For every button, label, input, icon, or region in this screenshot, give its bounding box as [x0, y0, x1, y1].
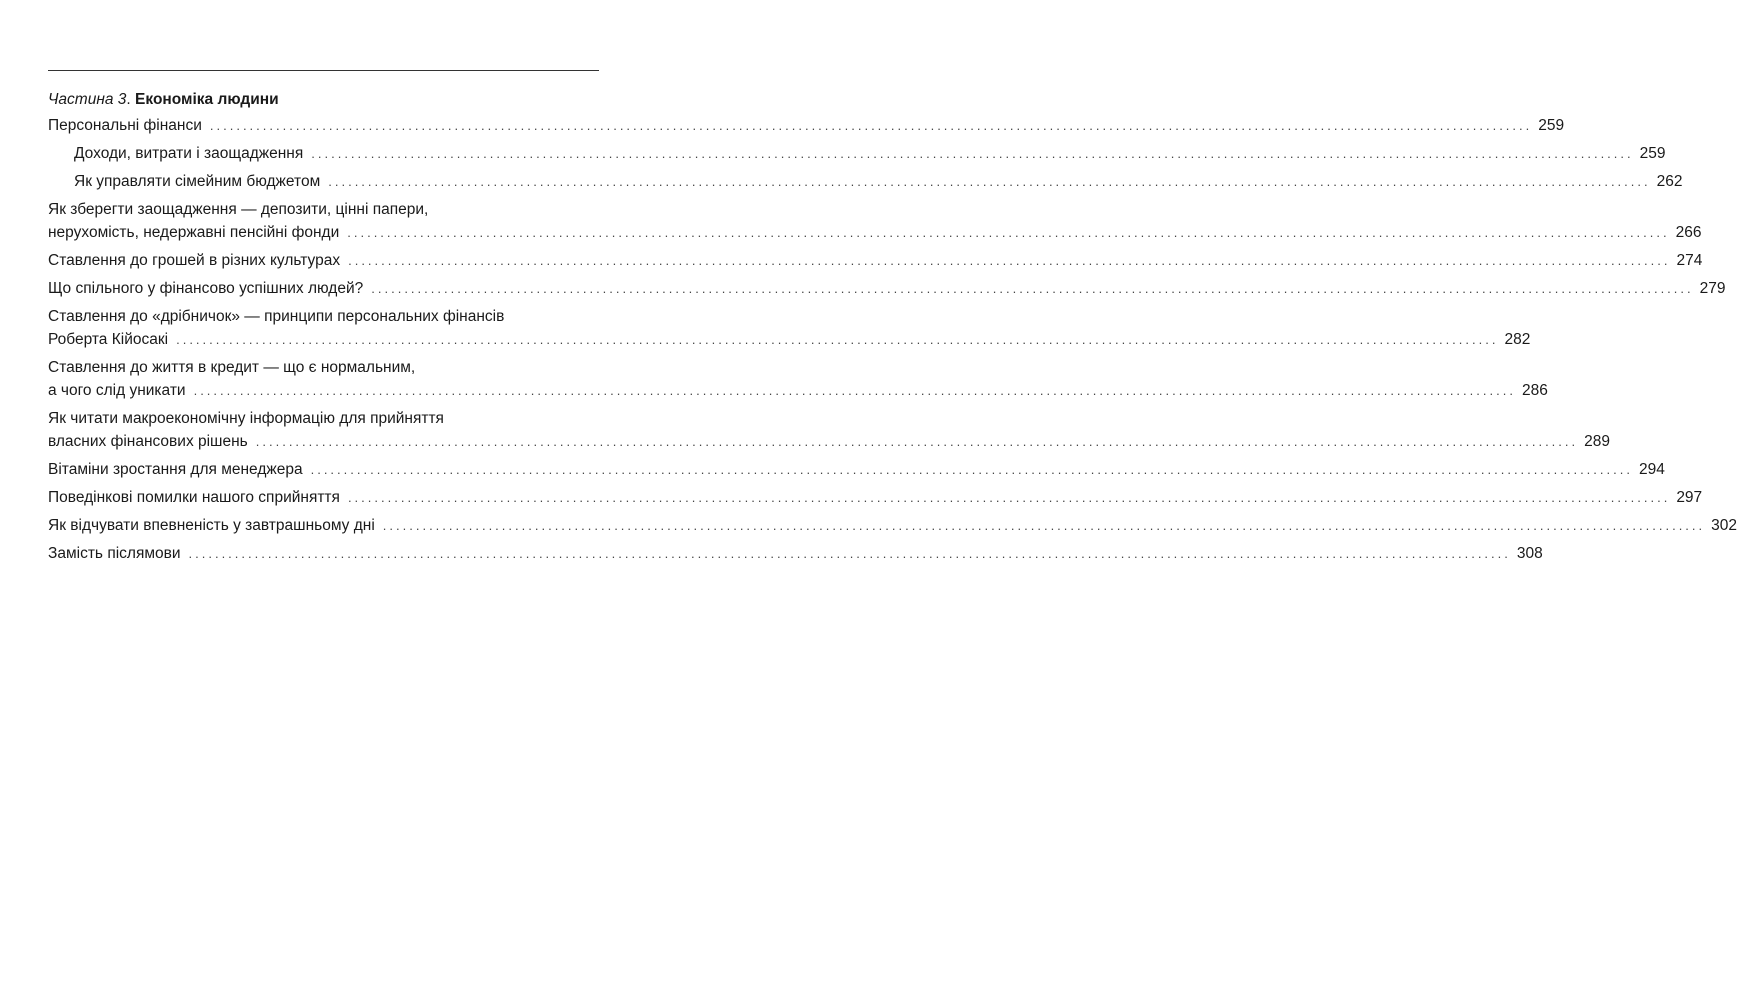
- dot-leader: ........................................................................................................................................................................................................: [371, 281, 1694, 296]
- part-separator: .: [126, 91, 136, 108]
- toc-entry-title-line: Ставлення до життя в кредит — що є нормальним,: [48, 359, 416, 376]
- toc-entry-title-line: Вітаміни зростання для менеджера: [48, 461, 303, 478]
- toc-entry: [48, 198, 1702, 244]
- toc-entry-title-line: Поведінкові помилки нашого сприйняття: [48, 489, 340, 506]
- toc-entry-title-line: нерухомість, недержавні пенсійні фонди: [48, 224, 340, 241]
- toc-entry-title-line: власних фінансових рішень: [48, 433, 248, 450]
- part-heading: [48, 89, 279, 111]
- dot-leader: ........................................................................................................................................................................................................: [382, 518, 1706, 533]
- toc-entry-row: [48, 277, 1726, 300]
- dot-leader: ........................................................................................................................................................................................................: [255, 434, 1579, 449]
- toc-entry: [48, 305, 1531, 351]
- toc-entry-row: [74, 142, 1666, 165]
- part-number: Частина 3: [48, 91, 127, 108]
- dot-leader: ........................................................................................................................................................................................................: [347, 490, 1671, 505]
- toc-entry-title-line: а чого слід уникати: [48, 382, 186, 399]
- toc-entry-page-number: 259: [1538, 117, 1565, 134]
- dot-leader: ........................................................................................................................................................................................................: [188, 546, 1511, 561]
- toc-entry-page-number: 294: [1638, 461, 1665, 478]
- toc-entry-title-line: Доходи, витрати і заощадження: [74, 145, 304, 162]
- dot-leader: ........................................................................................................................................................................................................: [328, 174, 1651, 189]
- toc-entry-row: [48, 221, 1702, 244]
- toc-entry: [48, 458, 1665, 481]
- toc-entry-page-number: 308: [1516, 545, 1543, 562]
- toc-entry: [48, 142, 1666, 165]
- dot-leader: ........................................................................................................................................................................................................: [193, 383, 1516, 398]
- part-title: Економіка людини: [135, 91, 279, 108]
- toc-entry: [48, 277, 1726, 300]
- toc-entry-row: [74, 170, 1683, 193]
- toc-entry-title-line: Персональні фінанси: [48, 117, 202, 134]
- toc-entry-page-number: 282: [1504, 331, 1531, 348]
- toc-entry: [48, 407, 1611, 453]
- toc-entry-title-line: Як читати макроекономічну інформацію для прийняття: [48, 410, 444, 427]
- toc-entry: [48, 114, 1565, 137]
- dot-leader: ........................................................................................................................................................................................................: [311, 146, 1634, 161]
- toc-entry-title-line: Замість післямови: [48, 545, 181, 562]
- toc-entry-row: [48, 114, 1565, 137]
- toc-entry-row: [48, 514, 1737, 537]
- dot-leader: ........................................................................................................................................................................................................: [209, 118, 1533, 133]
- dot-leader: ........................................................................................................................................................................................................: [347, 225, 1670, 240]
- top-rule: [48, 70, 599, 71]
- toc-entry: [48, 542, 1543, 565]
- toc-entry-title-line: Роберта Кійосакі: [48, 331, 169, 348]
- toc-entry-row: [48, 379, 1548, 402]
- toc-entry: [48, 486, 1703, 509]
- dot-leader: ........................................................................................................................................................................................................: [310, 462, 1633, 477]
- toc-entry-row: [48, 542, 1543, 565]
- toc-entry-page-number: 262: [1656, 173, 1683, 190]
- toc-entry-title-line: Ставлення до «дрібничок» — принципи персональних фінансів: [48, 308, 505, 325]
- toc-entry: [48, 356, 1548, 402]
- toc-entry-page-number: 286: [1521, 382, 1548, 399]
- dot-leader: ........................................................................................................................................................................................................: [348, 253, 1671, 268]
- toc-entry: [48, 249, 1703, 272]
- toc-entry-title-line: Що спільного у фінансово успішних людей?: [48, 280, 364, 297]
- toc-entry-title-line: Ставлення до грошей в різних культурах: [48, 252, 341, 269]
- toc-entry-page-number: 259: [1639, 145, 1666, 162]
- toc-entry-title-line: Як відчувати впевненість у завтрашньому дні: [48, 517, 375, 534]
- toc-entry-page-number: 266: [1675, 224, 1702, 241]
- toc-entry-row: [48, 486, 1703, 509]
- dot-leader: ........................................................................................................................................................................................................: [176, 332, 1499, 347]
- toc-entry-row: [48, 328, 1531, 351]
- toc-entry-page-number: 302: [1711, 517, 1737, 534]
- toc-entry: [48, 514, 1737, 537]
- toc-entry-row: [48, 458, 1665, 481]
- toc-entry-page-number: 279: [1699, 280, 1726, 297]
- toc-list: [48, 114, 1737, 570]
- toc-entry-page-number: 274: [1676, 252, 1703, 269]
- toc-entry-row: [48, 430, 1611, 453]
- toc-entry-page-number: 289: [1584, 433, 1611, 450]
- toc-entry: [48, 170, 1683, 193]
- toc-entry-page-number: 297: [1676, 489, 1703, 506]
- toc-entry-row: [48, 249, 1703, 272]
- toc-entry-title-line: Як зберегти заощадження — депозити, цінні папери,: [48, 201, 429, 218]
- toc-entry-title-line: Як управляти сімейним бюджетом: [74, 173, 321, 190]
